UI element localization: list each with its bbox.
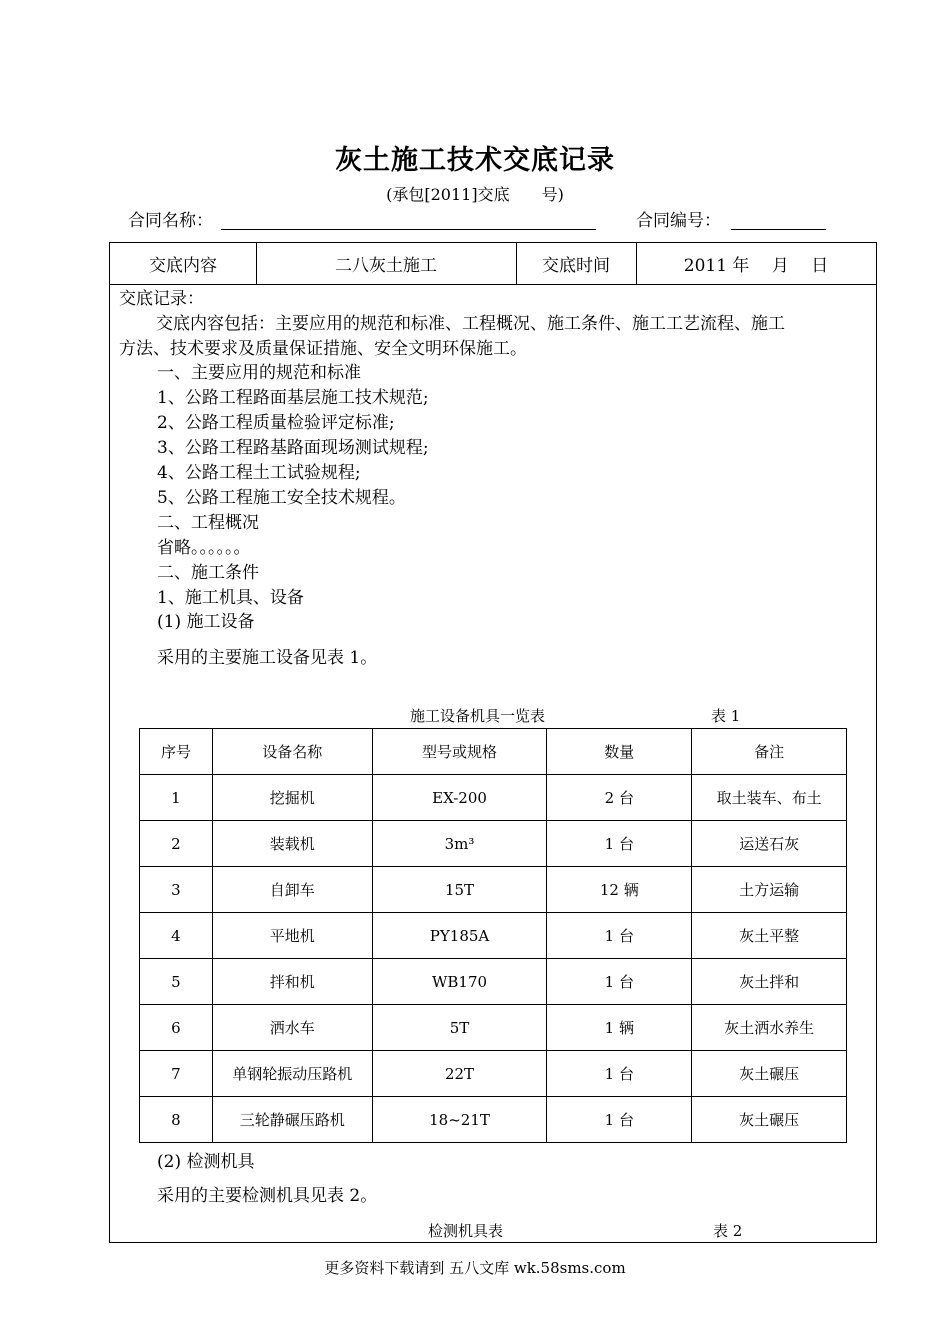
contract-number-field [731,229,826,230]
table-cell: 拌和机 [212,959,372,1005]
table-cell: 2 台 [547,775,692,821]
table-cell: 灰土拌和 [692,959,847,1005]
table-cell: 挖掘机 [212,775,372,821]
table-cell: 平地机 [212,913,372,959]
content-value: 二八灰土施工 [256,243,516,285]
table-cell: 单钢轮振动压路机 [212,1051,372,1097]
table-cell: 三轮静碾压路机 [212,1097,372,1143]
table-cell: PY185A [372,913,547,959]
table-cell: 灰土碾压 [692,1097,847,1143]
table-cell: 洒水车 [212,1005,372,1051]
table-row [140,1097,847,1143]
document-title: 灰土施工技术交底记录 [335,145,615,176]
table-cell: 18~21T [372,1097,547,1143]
table-cell: 8 [140,1097,213,1143]
table-cell: 12 辆 [547,867,692,913]
table-cell: 22T [372,1051,547,1097]
table-cell: 土方运输 [692,867,847,913]
table-cell: 灰土平整 [692,913,847,959]
table-cell: 自卸车 [212,867,372,913]
equipment-table [139,728,847,1143]
table-cell: 1 台 [547,1051,692,1097]
record-intro-line1: 交底内容包括：主要应用的规范和标准、工程概况、施工条件、施工工艺流程、施工 [156,314,785,334]
header-divider [636,243,637,285]
record-line: 二、施工条件 [157,563,259,583]
table-cell: 2 [140,821,213,867]
table-header-row [140,729,847,775]
record-line: 1、施工机具、设备 [157,588,304,608]
column-header: 备注 [692,729,847,775]
contract-name-field [221,229,596,230]
table-cell: 15T [372,867,547,913]
column-header: 设备名称 [212,729,372,775]
table-cell: 3m³ [372,821,547,867]
table-cell: 5T [372,1005,547,1051]
record-line: 二、工程概况 [157,513,259,533]
table1-number: 表 1 [711,707,741,725]
table-cell: 4 [140,913,213,959]
table-row [140,1051,847,1097]
header-divider [516,243,517,285]
table-row [140,959,847,1005]
record-label: 交底记录： [119,289,204,309]
table-cell: WB170 [372,959,547,1005]
contract-name-label: 合同名称： [128,211,213,231]
record-line: 2、公路工程质量检验评定标准; [157,413,395,433]
record-line: 3、公路工程路基路面现场测试规程; [157,438,429,458]
column-header: 型号或规格 [372,729,547,775]
table-row [140,867,847,913]
table-row [140,1005,847,1051]
table-cell: 6 [140,1005,213,1051]
table-cell: 装载机 [212,821,372,867]
check-heading: (2) 检测机具 [157,1152,255,1172]
table-cell: 1 台 [547,959,692,1005]
table-cell: 5 [140,959,213,1005]
contract-number-label: 合同编号： [636,211,721,231]
table-cell: 运送石灰 [692,821,847,867]
table-row [140,775,847,821]
equip-intro: 采用的主要施工设备见表 1。 [157,648,378,668]
table-row [140,821,847,867]
table-row [140,913,847,959]
document-subtitle: (承包[2011]交底 号) [386,185,564,204]
record-line: (1) 施工设备 [157,612,255,632]
record-intro-line2: 方法、技术要求及质量保证措施、安全文明环保施工。 [119,339,527,359]
table2-caption: 检测机具表 [428,1222,504,1240]
record-line: 省略。。。。。。 [157,538,251,558]
table2-number: 表 2 [713,1222,743,1240]
record-line: 4、公路工程土工试验规程; [157,463,361,483]
column-header: 数量 [547,729,692,775]
record-line: 一、主要应用的规范和标准 [157,363,361,383]
table1-caption: 施工设备机具一览表 [410,707,546,725]
table-cell: 1 [140,775,213,821]
table-cell: 3 [140,867,213,913]
record-line: 1、公路工程路面基层施工技术规范; [157,388,429,408]
table-cell: 7 [140,1051,213,1097]
record-line: 5、公路工程施工安全技术规程。 [157,488,406,508]
column-header: 序号 [140,729,213,775]
table-cell: 1 台 [547,913,692,959]
table-cell: 1 台 [547,1097,692,1143]
table-cell: EX-200 [372,775,547,821]
table-cell: 1 台 [547,821,692,867]
time-label: 交底时间 [516,243,636,285]
content-label: 交底内容 [110,243,256,285]
time-value: 2011 年 月 日 [636,243,876,285]
table-cell: 灰土洒水养生 [692,1005,847,1051]
table-cell: 灰土碾压 [692,1051,847,1097]
table-cell: 取土装车、布土 [692,775,847,821]
table-cell: 1 辆 [547,1005,692,1051]
header-divider [256,243,257,285]
footer-text: 更多资料下载请到 五八文库 wk.58sms.com [324,1259,626,1277]
check-intro: 采用的主要检测机具见表 2。 [157,1186,378,1206]
